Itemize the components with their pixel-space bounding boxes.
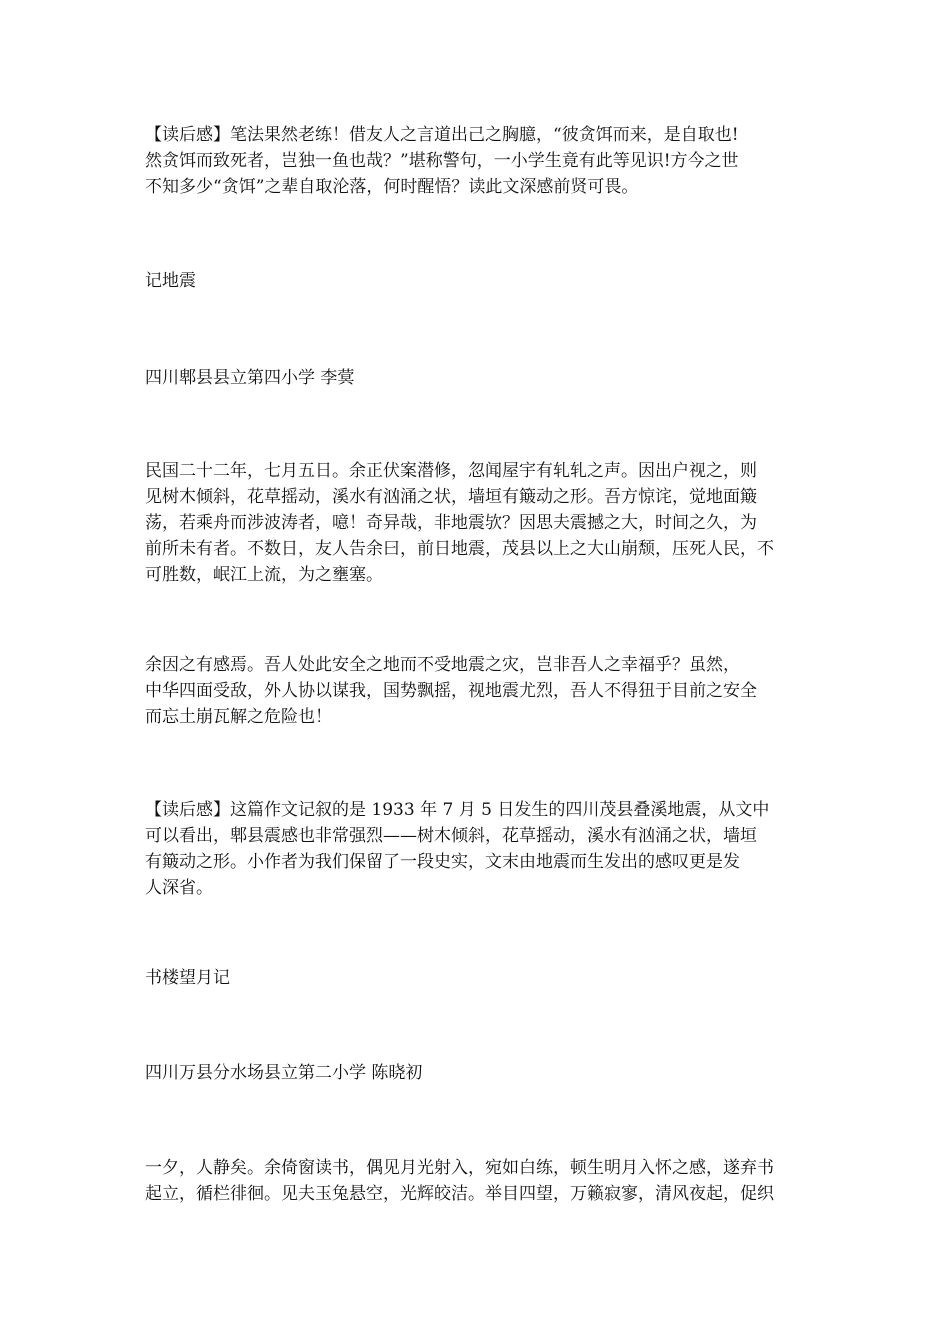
essay-title-moon <box>145 965 810 991</box>
text-line: 【读后感】笔法果然老练！借友人之言道出己之胸臆，“彼贪饵而来，是自取也! <box>145 125 739 145</box>
text-line: 可以看出，郫县震感也非常强烈——树木倾斜，花草摇动，溪水有汹涌之状，墙垣 <box>145 826 757 846</box>
text-line: 见树木倾斜，花草摇动，溪水有汹涌之状，墙垣有簸动之形。吾方惊诧，觉地面簸 <box>145 487 757 507</box>
text-line: 余因之有感焉。吾人处此安全之地而不受地震之灾，岂非吾人之幸福乎？虽然， <box>145 655 740 675</box>
earthquake-paragraph-2 <box>145 652 810 730</box>
author-line-earthquake <box>145 365 810 391</box>
text-line: 前所未有者。不数日，友人告余曰，前日地震，茂县以上之大山崩颓，压死人民，不 <box>145 539 774 559</box>
text-line: 民国二十二年，七月五日。余正伏案潜修，忽闻屋宇有轧轧之声。因出户视之，则 <box>145 461 757 481</box>
author-line: 四川万县分水场县立第二小学 陈晓初 <box>145 1063 423 1083</box>
text-line: 而忘土崩瓦解之危险也！ <box>145 707 332 727</box>
text-line: 人深省。 <box>145 878 213 898</box>
text-line: 有簸动之形。小作者为我们保留了一段史实，文末由地震而生发出的感叹更是发 <box>145 852 740 872</box>
author-line: 四川郫县县立第四小学 李蓂 <box>145 368 355 388</box>
author-line-moon <box>145 1060 810 1086</box>
review-paragraph-1 <box>145 122 810 200</box>
text-line: 一夕，人静矣。余倚窗读书，偶见月光射入，宛如白练，顿生明月入怀之感，遂弃书 <box>145 1158 774 1178</box>
text-line: 然贪饵而致死者，岂独一鱼也哉？”堪称警句，一小学生竟有此等见识!方今之世 <box>145 151 739 171</box>
review-paragraph-2 <box>145 797 810 901</box>
text-line: 可胜数，岷江上流，为之壅塞。 <box>145 565 383 585</box>
text-line: 不知多少“贪饵”之辈自取沦落，何时醒悟？读此文深感前贤可畏。 <box>145 177 639 197</box>
earthquake-paragraph-1 <box>145 458 810 588</box>
text-line: 【读后感】这篇作文记叙的是 1933 年 7 月 5 日发生的四川茂县叠溪地震，从文中 <box>145 800 770 820</box>
text-line: 起立，循栏徘徊。见夫玉兔悬空，光辉皎洁。举目四望，万籁寂寥，清风夜起，促织 <box>145 1184 774 1204</box>
essay-title: 书楼望月记 <box>145 968 230 988</box>
essay-title: 记地震 <box>145 271 196 291</box>
text-line: 中华四面受敌，外人协以谋我，国势飘摇，视地震尤烈，吾人不得狃于目前之安全 <box>145 681 757 701</box>
moon-paragraph-1 <box>145 1155 810 1207</box>
essay-title-earthquake <box>145 268 810 294</box>
text-line: 荡，若乘舟而涉波涛者，噫！奇异哉，非地震欤？因思夫震撼之大，时间之久，为 <box>145 513 757 533</box>
